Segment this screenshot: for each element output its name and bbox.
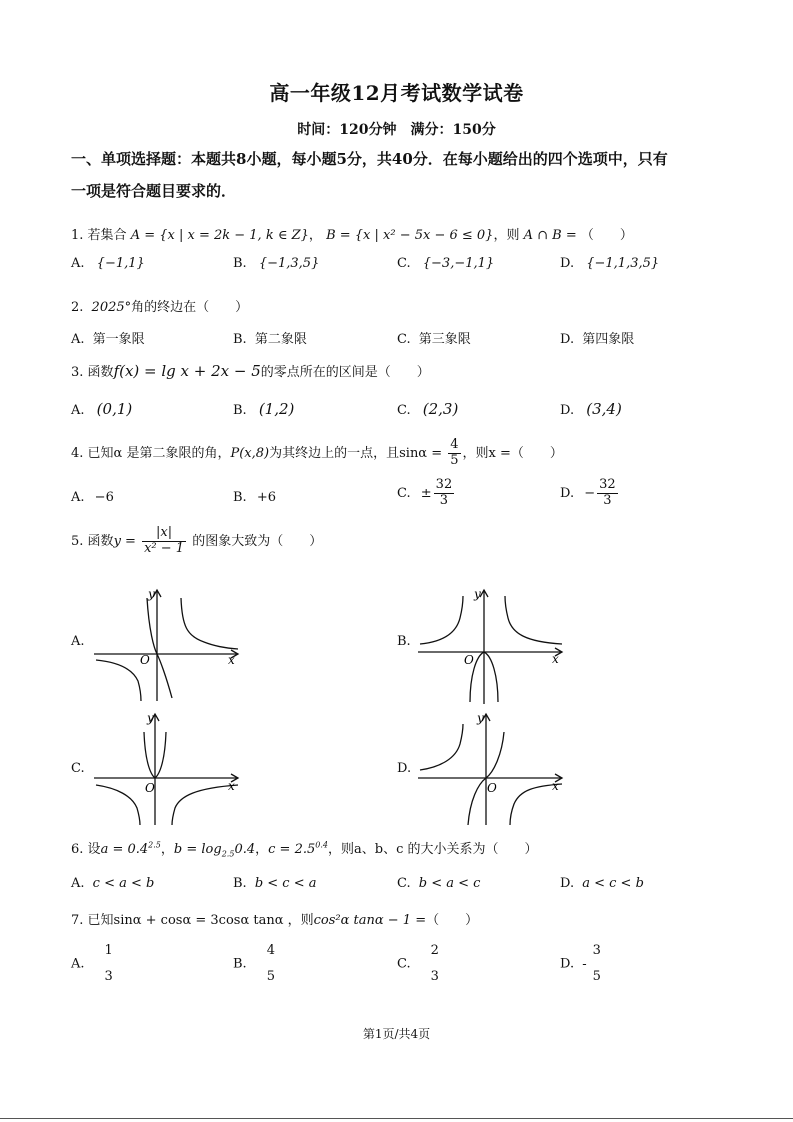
option-3a[interactable]: A. (0,1) [71, 400, 133, 418]
section-heading-line1: 一、单项选择题：本题共8小题，每小题5分，共40分．在每小题给出的四个选项中，只有 [71, 150, 668, 168]
option-3b[interactable]: B. (1,2) [233, 400, 295, 418]
option-5b[interactable]: B. [397, 634, 411, 649]
origin-label: O [140, 653, 150, 667]
option-6b[interactable]: B. b < c < a [233, 876, 317, 891]
option-1c[interactable]: C. {−3,−1,1} [397, 256, 495, 271]
option-6a[interactable]: A. c < a < b [71, 876, 155, 891]
x-label: x [552, 652, 559, 666]
bottom-divider [0, 1118, 793, 1119]
option-6d[interactable]: D. a < c < b [560, 876, 644, 891]
set-a: A = {x | x = 2k − 1, k ∈ Z} [130, 228, 309, 243]
option-7a[interactable]: A.1 3 [71, 943, 113, 984]
y-label: y [147, 711, 154, 725]
option-3c[interactable]: C. (2,3) [397, 400, 459, 418]
curve-left [420, 724, 463, 770]
origin-label: O [487, 781, 497, 795]
question-number: 5. [71, 533, 84, 549]
curve-right [181, 598, 238, 649]
page-number: 第1页/共4页 [362, 1027, 431, 1041]
question-number: 6. [71, 842, 84, 857]
graph-b [416, 586, 566, 706]
option-1d[interactable]: D. {−1,1,3,5} [560, 256, 660, 271]
curve-left [420, 596, 463, 644]
origin-label: O [145, 781, 155, 795]
y-label: y [474, 587, 481, 601]
question-number: 3. [71, 365, 84, 380]
option-5d[interactable]: D. [397, 761, 412, 776]
x-label: x [228, 653, 235, 667]
option-3d[interactable]: D. (3,4) [560, 400, 622, 418]
set-b: B = {x | x² − 5x − 6 ≤ 0} [326, 228, 494, 243]
curve-left [96, 660, 141, 701]
option-1a[interactable]: A. {−1,1} [71, 256, 145, 271]
option-2b[interactable]: B. 第二象限 [233, 332, 307, 347]
option-2a[interactable]: A. 第一象限 [71, 332, 145, 347]
exam-info: 时间：120分钟 满分：150分 [297, 122, 496, 138]
question-1: 1. 若集合 A = {x | x = 2k − 1, k ∈ Z}， B = {x | x² − 5x − 6 ≤ 0}，则 A ∩ B = （ ） [71, 228, 633, 243]
fraction: $\frac{|x|}{\text{x² − 1}}$ [144, 525, 185, 556]
option-4a[interactable]: A. −6 [71, 490, 114, 505]
option-5c[interactable]: C. [71, 761, 85, 776]
curve-middle [147, 598, 172, 698]
option-1b[interactable]: B. {−1,3,5} [233, 256, 320, 271]
question-5: 5. 函数y = $\frac{|x|}{\text{x² − 1}}$ 的图象大致为（ ） [71, 525, 323, 556]
question-7: 7. 已知sinα + cosα = 3cosα tanα ，则cos²α tanα − 1 =（ ） [71, 913, 479, 928]
option-2d[interactable]: D. 第四象限 [560, 332, 635, 347]
option-7b[interactable]: B.4 5 [233, 943, 275, 984]
option-7c[interactable]: C.2 3 [397, 943, 439, 984]
option-4c[interactable]: C. ± $\frac{32}{3}$ [397, 477, 453, 508]
option-7d[interactable]: D. -3 5 [560, 943, 601, 984]
graph-c [92, 710, 242, 830]
question-number: 4. [71, 445, 84, 461]
question-number: 7. [71, 913, 84, 928]
graph-d [416, 710, 566, 830]
y-label: y [148, 587, 155, 601]
page-title: 高一年级12月考试数学试卷 [269, 81, 524, 105]
option-6c[interactable]: C. b < a < c [397, 876, 481, 891]
option-4d[interactable]: D. − $\frac{32}{3}$ [560, 477, 616, 508]
question-number: 2. [71, 300, 84, 315]
y-label: y [477, 711, 484, 725]
question-6: 6. 设$a = 0.4^{2.5}$，$b = \log_{2.5}0.4$，$c = 2.5^{0.4}$，则a、b、c 的大小关系为（ ） [71, 840, 538, 859]
option-4b[interactable]: B. +6 [233, 490, 276, 505]
curve-left [96, 785, 140, 825]
curve-right [505, 596, 562, 644]
fraction: $\frac{4}{5}$ [450, 437, 459, 468]
origin-label: O [464, 653, 474, 667]
question-number: 1. [71, 228, 84, 243]
option-2c[interactable]: C. 第三象限 [397, 332, 471, 347]
question-4: 4. 已知α 是第二象限的角，P(x,8)为其终边上的一点，且sinα = $\frac{4}{5}$ ，则x =（ ） [71, 437, 563, 468]
graph-a [92, 586, 242, 706]
function-expression: f(x) = lg x + 2x − 5 [113, 362, 261, 380]
question-2: 2. 2025°角的终边在（ ） [71, 300, 249, 315]
option-5a[interactable]: A. [71, 634, 85, 649]
x-label: x [552, 779, 559, 793]
section-heading-line2: 一项是符合题目要求的． [71, 182, 237, 200]
question-3: 3. 函数f(x) = lg x + 2x − 5的零点所在的区间是（ ） [71, 362, 430, 380]
x-label: x [228, 779, 235, 793]
